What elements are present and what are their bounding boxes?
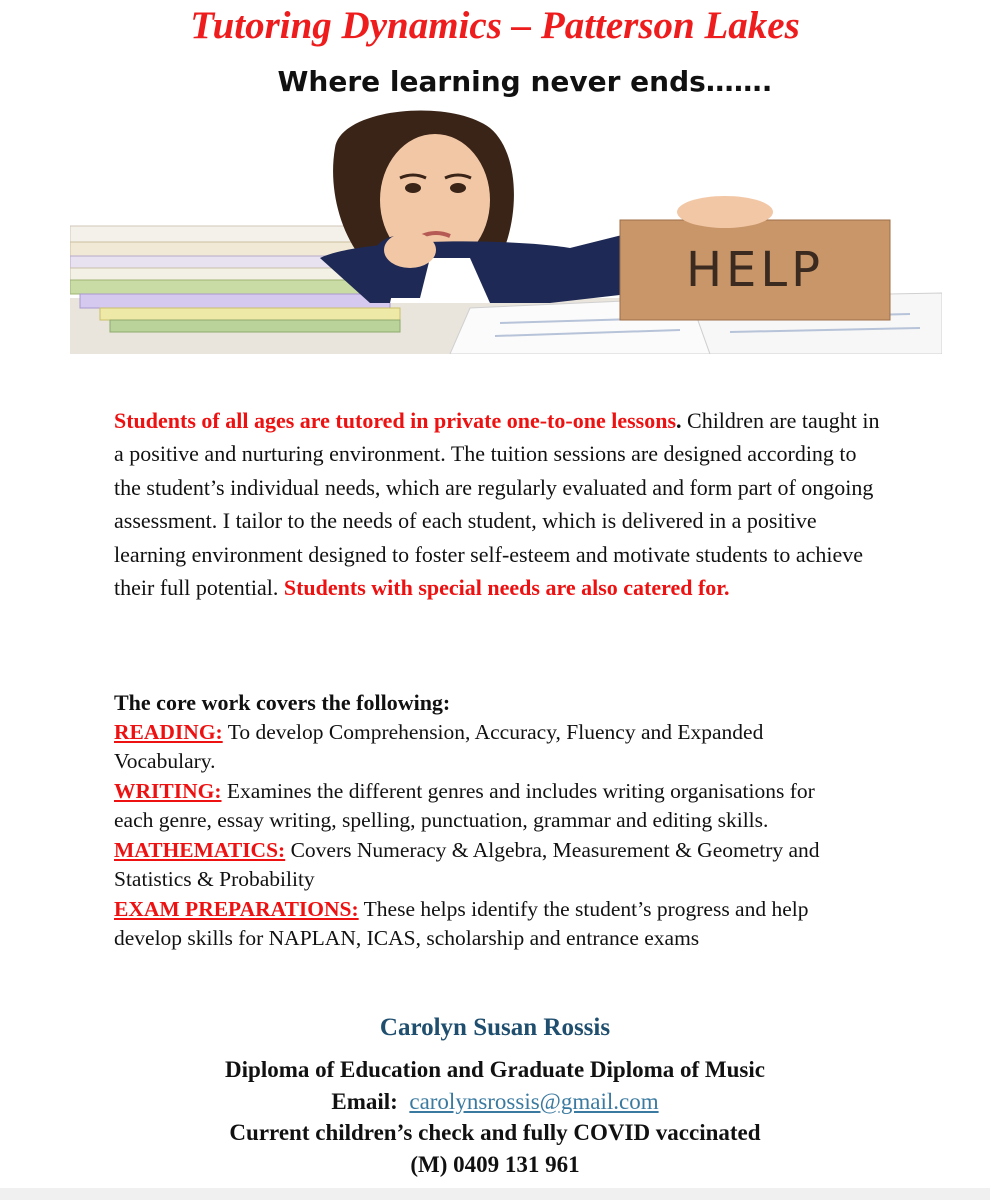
mobile-number: (M) 0409 131 961 bbox=[410, 1151, 580, 1177]
core-item-text: Examines the different genres and includes writing organisations for each genre, essay writing, spelling, punctuation, grammar and editing skills. bbox=[114, 778, 815, 832]
core-item-label: EXAM PREPARATIONS: bbox=[114, 896, 359, 921]
email-link[interactable]: carolynsrossis@gmail.com bbox=[409, 1088, 659, 1114]
page-bottom-edge bbox=[0, 1188, 990, 1200]
core-item-reading bbox=[114, 718, 854, 777]
intro-special-needs: Students with special needs are also catered for. bbox=[283, 575, 730, 601]
intro-lead: Students of all ages are tutored in private one-to-one lessons bbox=[114, 408, 677, 433]
core-item-label: WRITING: bbox=[114, 778, 222, 803]
core-item-text: These helps identify the student’s progress and help develop skills for NAPLAN, ICAS, scholarship and entrance exams bbox=[114, 896, 809, 950]
core-item-label: READING: bbox=[114, 719, 223, 744]
contact-details bbox=[0, 1054, 990, 1180]
girl-with-help-sign-illustration bbox=[70, 108, 942, 354]
core-heading: The core work covers the following: bbox=[114, 690, 451, 715]
hero-photo bbox=[70, 108, 942, 354]
core-item-exam-preparations bbox=[114, 895, 854, 954]
intro-lead-period: . bbox=[676, 408, 682, 433]
page-title: Tutoring Dynamics – Patterson Lakes bbox=[190, 4, 800, 47]
checks-line: Current children’s check and fully COVID vaccinated bbox=[229, 1120, 761, 1145]
core-work-section bbox=[114, 688, 854, 954]
core-item-writing bbox=[114, 777, 854, 836]
qualifications: Diploma of Education and Graduate Diploma of Music bbox=[225, 1057, 765, 1082]
tutor-name: Carolyn Susan Rossis bbox=[379, 1014, 611, 1041]
core-item-mathematics bbox=[114, 836, 854, 895]
tagline: Where learning never ends……. bbox=[277, 65, 773, 98]
core-item-text: To develop Comprehension, Accuracy, Fluency and Expanded Vocabulary. bbox=[114, 719, 764, 773]
email-label: Email: bbox=[331, 1088, 398, 1114]
intro-paragraph bbox=[114, 404, 884, 604]
core-item-label: MATHEMATICS: bbox=[114, 837, 286, 862]
core-item-text: Covers Numeracy & Algebra, Measurement & Geometry and Statistics & Probability bbox=[114, 837, 820, 891]
email-line bbox=[0, 1086, 990, 1118]
intro-body: Children are taught in a positive and nurturing environment. The tuition sessions are designed according to the student’s individual needs, which are regularly evaluated and form part of ongoing assessment. I tailor to the needs of each student, which is delivered in a positive learning environment designed to foster self-esteem and motivate students to achieve their full potential. bbox=[114, 408, 880, 601]
help-sign-text: HELP bbox=[685, 242, 825, 298]
